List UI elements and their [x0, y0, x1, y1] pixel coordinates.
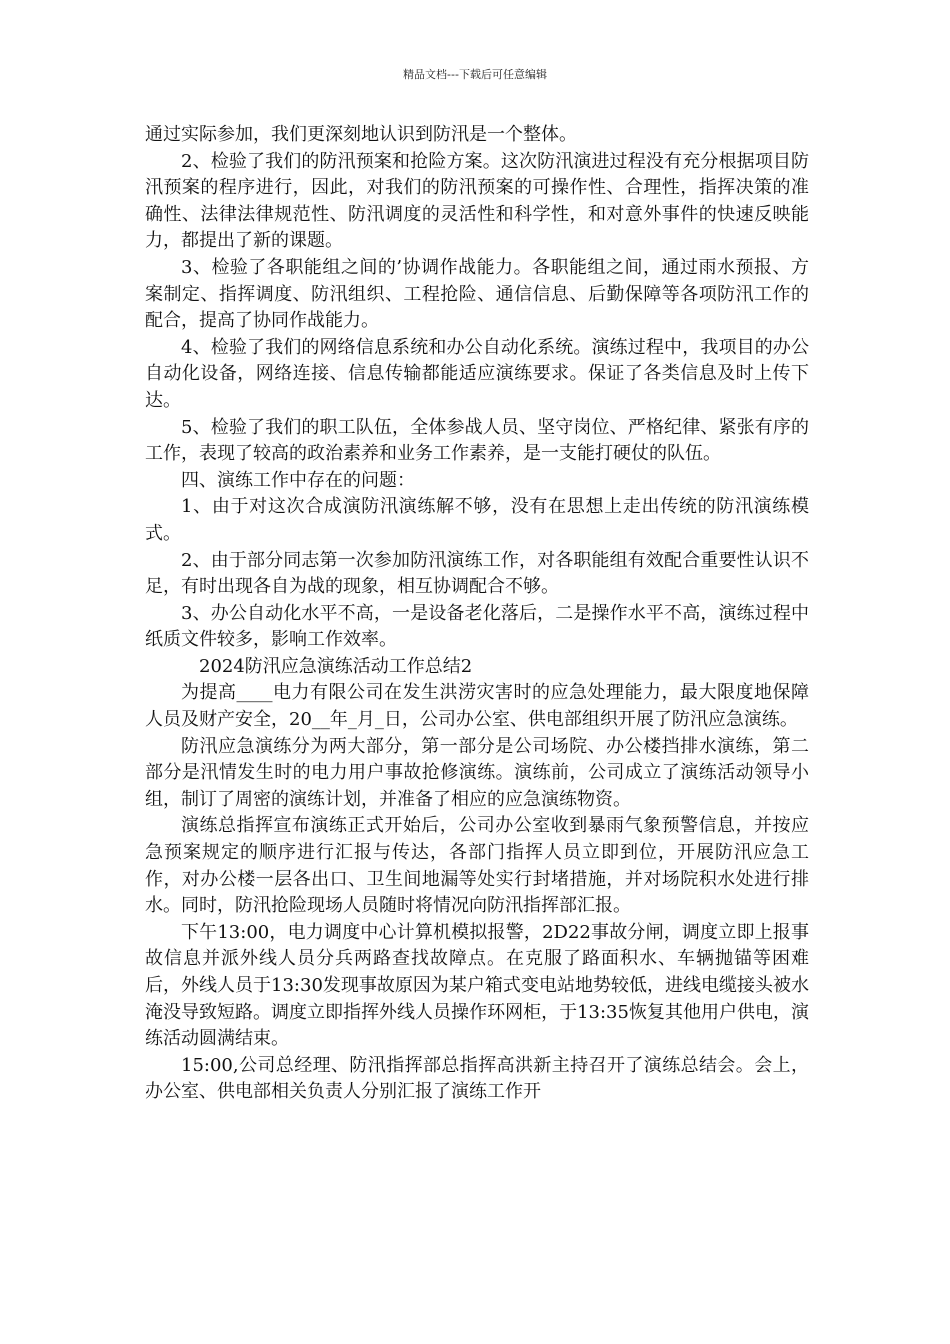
document-subtitle: 2024防汛应急演练活动工作总结2	[199, 655, 473, 677]
paragraph: 为提高____电力有限公司在发生洪涝灾害时的应急处理能力，最大限度地保障人员及财产安全，20__年_月_日，公司办公室、供电部组织开展了防汛应急演练。	[145, 682, 809, 731]
page-header: 精品文档---下载后可任意编辑	[403, 68, 547, 81]
paragraph: 1、由于对这次合成演防汛演练解不够，没有在思想上走出传统的防汛演练模式。	[145, 496, 809, 544]
paragraph: 3、办公自动化水平不高，一是设备老化落后，二是操作水平不高，演练过程中纸质文件较多，影响工作效率。	[145, 602, 809, 651]
paragraph: 2、检验了我们的防汛预案和抢险方案。这次防汛演进过程没有充分根据项目防汛预案的程序进行，因此，对我们的防汛预案的可操作性、合理性，指挥决策的准确性、法律法律规范性、防汛调度的灵活性和科学性，和对意外事件的快速反映能力，都提出了新的课题。	[145, 150, 809, 252]
paragraph: 防汛应急演练分为两大部分，第一部分是公司场院、办公楼挡排水演练，第二部分是汛情发生时的电力用户事故抢修演练。演练前，公司成立了演练活动领导小组，制订了周密的演练计划，并准备了相应的应急演练物资。	[145, 735, 809, 810]
paragraph: 4、检验了我们的网络信息系统和办公自动化系统。演练过程中，我项目的办公自动化设备，网络连接、信息传输都能适应演练要求。保证了各类信息及时上传下达。	[145, 336, 809, 411]
paragraph: 15:00,公司总经理、防汛指挥部总指挥高洪新主持召开了演练总结会。会上，办公室、供电部相关负责人分别汇报了演练工作开	[145, 1054, 809, 1103]
document-body	[145, 122, 809, 1106]
section-heading: 四、演练工作中存在的问题：	[181, 469, 415, 491]
paragraph: 3、检验了各职能组之间的’协调作战能力。各职能组之间，通过雨水预报、方案制定、指挥调度、防汛组织、工程抢险、通信信息、后勤保障等各项防汛工作的配合，提高了协同作战能力。	[145, 256, 809, 332]
paragraph: 通过实际参加，我们更深刻地认识到防汛是一个整体。	[145, 124, 577, 145]
paragraph: 2、由于部分同志第一次参加防汛演练工作，对各职能组有效配合重要性认识不足，有时出现各自为战的现象，相互协调配合不够。	[145, 549, 809, 598]
paragraph: 下午13:00，电力调度中心计算机模拟报警，2D22事故分闸，调度立即上报事故信息并派外线人员分兵两路查找故障点。在克服了路面积水、车辆抛锚等困难后，外线人员于13:30发现事故原因为某户箱式变电站地势较低，进线电缆接头被水淹没导致短路。调度立即指挥外线人员操作环网柜，于13:35恢复其他用户供电，演练活动圆满结束。	[145, 921, 809, 1050]
paragraph: 5、检验了我们的职工队伍，全体参战人员、坚守岗位、严格纪律、紧张有序的工作，表现了较高的政治素养和业务工作素养，是一支能打硬仗的队伍。	[145, 416, 809, 465]
paragraph: 演练总指挥宣布演练正式开始后，公司办公室收到暴雨气象预警信息，并按应急预案规定的顺序进行汇报与传达，各部门指挥人员立即到位，开展防汛应急工作，对办公楼一层各出口、卫生间地漏等处实行封堵措施，并对场院积水处进行排水。同时，防汛抢险现场人员随时将情况向防汛指挥部汇报。	[145, 815, 809, 917]
